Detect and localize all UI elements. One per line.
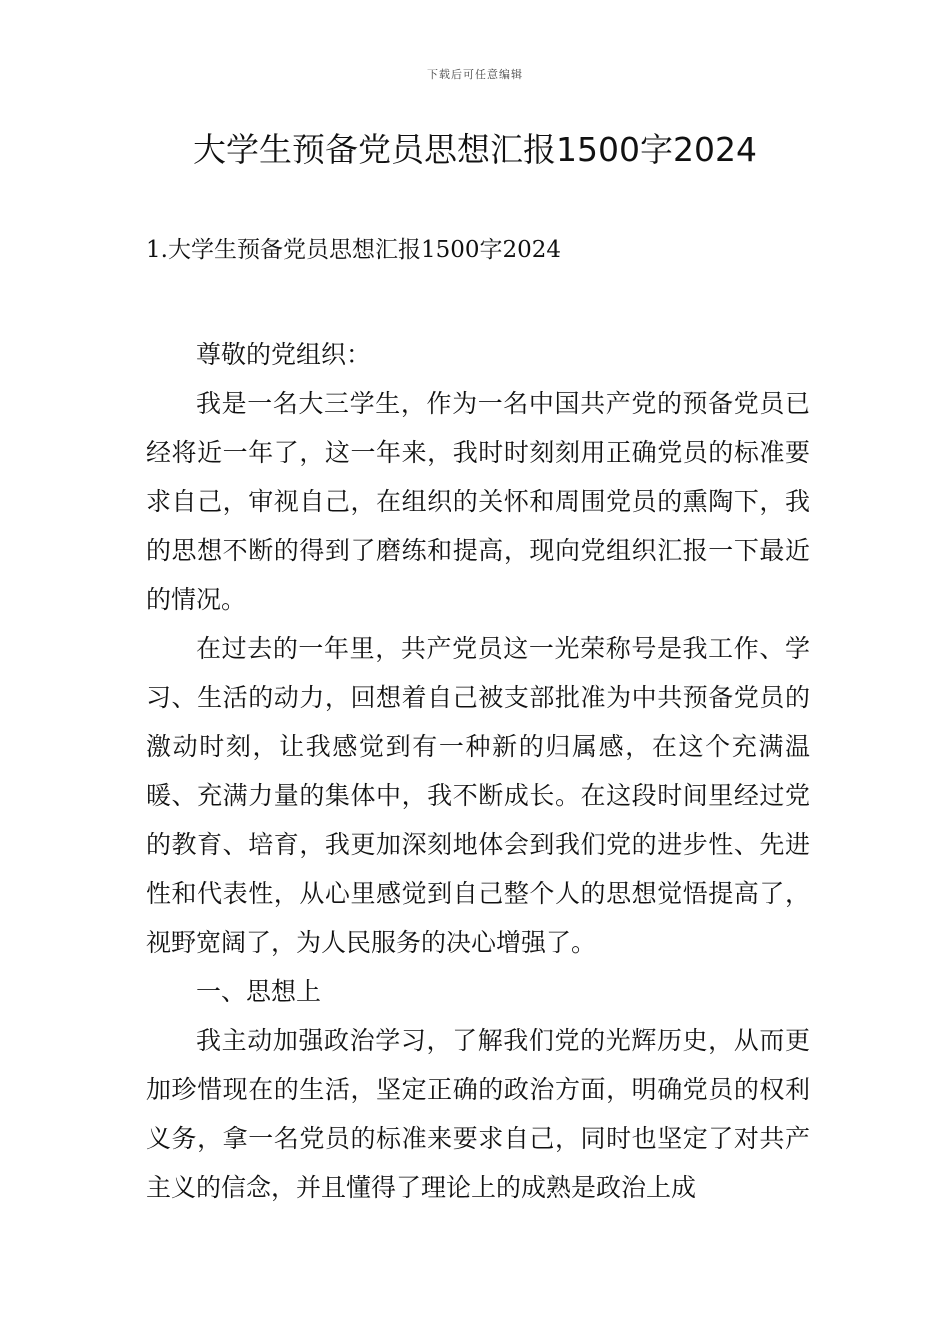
paragraph-reflection: 在过去的一年里，共产党员这一光荣称号是我工作、学习、生活的动力，回想着自己被支部批准为中共预备党员的激动时刻，让我感觉到有一种新的归属感，在这个充满温暖、充满力量的集体中，我不断成长。在这段时间里经过党的教育、培育，我更加深刻地体会到我们党的进步性、先进性和代表性，从心里感觉到自己整个人的思想觉悟提高了，视野宽阔了，为人民服务的决心增强了。: [146, 634, 810, 957]
document-body: [146, 330, 810, 1212]
section-paragraph: 我主动加强政治学习，了解我们党的光辉历史，从而更加珍惜现在的生活，坚定正确的政治方面，明确党员的权利义务，拿一名党员的标准来要求自己，同时也坚定了对共产主义的信念，并且懂得了理论上的成熟是政治上成: [146, 1026, 810, 1202]
section-heading: 一、思想上: [196, 977, 322, 1006]
document-title: 大学生预备党员思想汇报1500字2024: [193, 130, 757, 169]
header-note: 下载后可任意编辑: [427, 68, 523, 81]
paragraph-intro: 我是一名大三学生，作为一名中国共产党的预备党员已经将近一年了，这一年来，我时时刻刻用正确党员的标准要求自己，审视自己，在组织的关怀和周围党员的熏陶下，我的思想不断的得到了磨练和提高，现向党组织汇报一下最近的情况。: [146, 389, 810, 614]
salutation: 尊敬的党组织：: [196, 340, 372, 369]
document-subheading: 1.大学生预备党员思想汇报1500字2024: [146, 237, 562, 263]
